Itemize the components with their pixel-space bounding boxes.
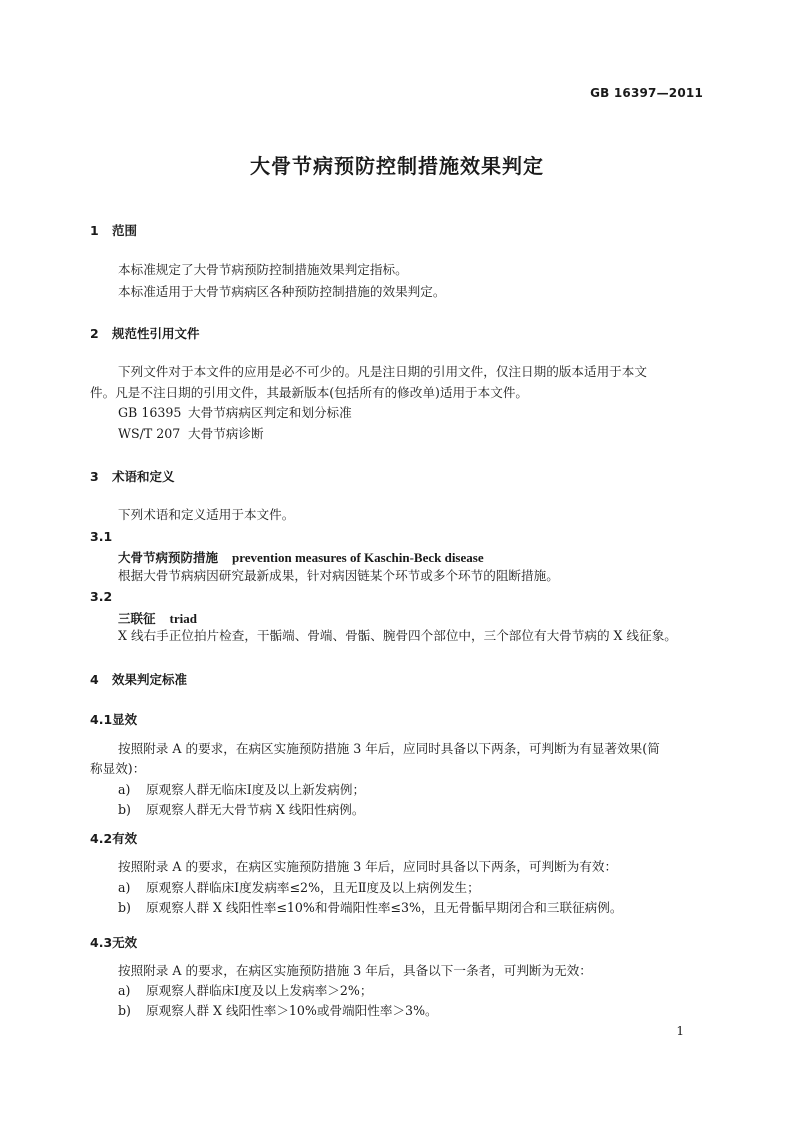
section-title: 效果判定标准 [112,672,188,687]
section-number: 1 [90,223,99,238]
subsection-4-3-heading [90,933,137,951]
section-number: 4 [90,672,99,687]
term-chinese: 三联征 [118,611,156,626]
section-4-heading [90,670,187,688]
list-marker: b) [118,1003,131,1018]
page-number: 1 [676,1024,684,1038]
subsection-4-1-heading [90,710,137,728]
term-english: triad [169,611,197,626]
section-number: 2 [90,326,99,341]
subsection-4-2-heading [90,829,137,847]
list-item [118,802,364,818]
subsection-number: 4.2 [90,831,113,846]
list-marker: a) [118,983,131,998]
list-item [118,1003,438,1019]
subsection-number: 4.3 [90,935,113,950]
paragraph-line: 下列文件对于本文件的应用是必不可少的。凡是注日期的引用文件，仅注日期的版本适用于本文 [118,364,647,379]
section-3-heading [90,467,175,485]
subsection-number: 4.1 [90,712,113,727]
list-text: 原观察人群 X 线阳性率≤10%和骨端阳性率≤3%，且无骨骺早期闭合和三联征病例。 [146,900,623,915]
normative-reference [118,405,352,421]
paragraph: 本标准规定了大骨节病预防控制措施效果判定指标。 [118,262,408,277]
reference-code: GB 16395 [118,405,182,420]
list-item [118,900,622,916]
reference-title: 大骨节病诊断 [188,426,264,441]
section-2-heading [90,324,200,342]
reference-code: WS/T 207 [118,426,181,441]
section-title: 范围 [112,223,138,238]
paragraph: 本标准适用于大骨节病病区各种预防控制措施的效果判定。 [118,284,446,299]
paragraph-line: 称显效)： [90,761,146,776]
term-entry [118,608,197,627]
reference-title: 大骨节病病区判定和划分标准 [188,405,352,420]
list-marker: a) [118,782,131,797]
paragraph-line: 按照附录 A 的要求，在病区实施预防措施 3 年后，具备以下一条者，可判断为无效： [118,963,592,978]
paragraph-line: 按照附录 A 的要求，在病区实施预防措施 3 年后，应同时具备以下两条，可判断为有效： [118,859,618,874]
list-marker: a) [118,880,131,895]
list-item [118,983,372,999]
section-title: 规范性引用文件 [112,326,200,341]
paragraph: 下列术语和定义适用于本文件。 [118,507,295,522]
subsection-title: 有效 [112,831,138,846]
standard-number: GB 16397—2011 [590,86,703,100]
list-text: 原观察人群无临床Ⅰ度及以上新发病例； [146,782,366,797]
list-item [118,880,480,896]
list-marker: b) [118,900,131,915]
term-english: prevention measures of Kaschin-Beck disease [232,550,484,565]
subsection-title: 显效 [112,712,138,727]
list-text: 原观察人群无大骨节病 X 线阳性病例。 [146,802,365,817]
paragraph-line: 件。凡是不注日期的引用文件，其最新版本(包括所有的修改单)适用于本文件。 [90,385,529,400]
list-text: 原观察人群 X 线阳性率＞10%或骨端阳性率＞3%。 [146,1003,438,1018]
section-title: 术语和定义 [112,469,175,484]
list-text: 原观察人群临床Ⅰ度发病率≤2%，且无Ⅱ度及以上病例发生； [146,880,480,895]
list-marker: b) [118,802,131,817]
term-number: 3.2 [90,589,113,604]
list-text: 原观察人群临床Ⅰ度及以上发病率＞2%； [146,983,373,998]
term-chinese: 大骨节病预防措施 [118,550,219,565]
term-definition: 根据大骨节病病因研究最新成果，针对病因链某个环节或多个环节的阻断措施。 [118,568,559,583]
term-entry [118,547,484,566]
subsection-title: 无效 [112,935,138,950]
term-number: 3.1 [90,529,113,544]
section-number: 3 [90,469,99,484]
term-definition: X 线右手正位拍片检查，干骺端、骨端、骨骺、腕骨四个部位中，三个部位有大骨节病的 X 线征象。 [118,628,677,643]
section-1-heading [90,221,137,239]
paragraph-line: 按照附录 A 的要求，在病区实施预防措施 3 年后，应同时具备以下两条，可判断为有显著效果(简 [118,741,660,756]
normative-reference [118,426,264,442]
document-title: 大骨节病预防控制措施效果判定 [250,154,544,178]
list-item [118,782,365,798]
